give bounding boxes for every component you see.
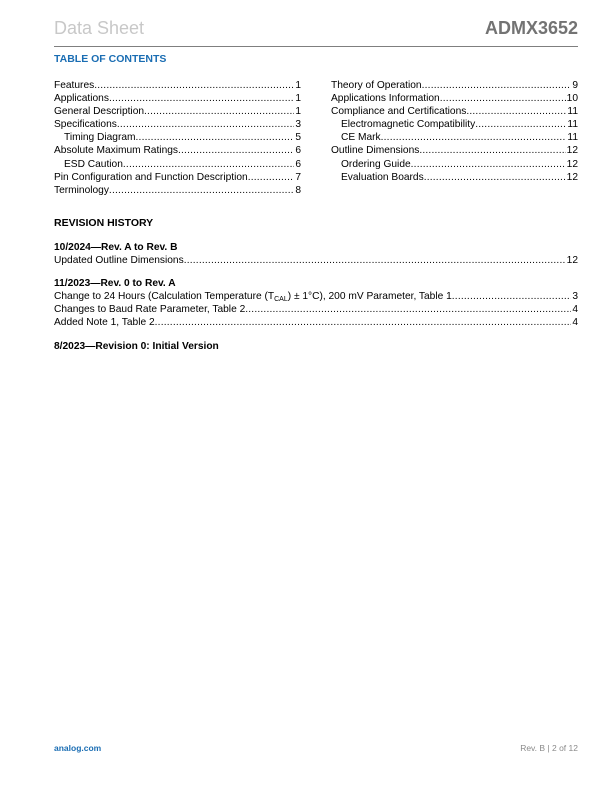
toc-entry[interactable]: Theory of Operation ..... 9 (331, 79, 578, 92)
part-number: ADMX3652 (484, 18, 578, 38)
revision-heading: 8/2023—Revision 0: Initial Version (54, 341, 219, 352)
toc-entry[interactable]: CE Mark ..... 11 (331, 131, 578, 144)
toc-entry[interactable]: Ordering Guide ..... 12 (331, 158, 578, 171)
toc-entry[interactable]: Electromagnetic Compatibility ..... 11 (331, 118, 578, 131)
revision-heading: 10/2024—Rev. A to Rev. B (54, 242, 178, 253)
toc-entry[interactable]: General Description ..... 1 (54, 105, 301, 118)
toc-entry[interactable]: Applications Information ..... 10 (331, 92, 578, 105)
revision-block (54, 241, 578, 267)
toc-entry[interactable]: Evaluation Boards ..... 12 (331, 171, 578, 184)
revision-change: Added Note 1, Table 2 ..... 4 (54, 316, 578, 329)
revision-change: Updated Outline Dimensions ..... 12 (54, 254, 578, 267)
toc-entry[interactable]: Absolute Maximum Ratings ..... 6 (54, 144, 301, 157)
revision-change: Changes to Baud Rate Parameter, Table 2 ..... 4 (54, 303, 578, 316)
toc-entry[interactable]: ESD Caution ..... 6 (54, 158, 301, 171)
toc-right-column (331, 79, 578, 184)
toc-entry[interactable]: Timing Diagram ..... 5 (54, 131, 301, 144)
toc-entry[interactable]: Pin Configuration and Function Description ..... 7 (54, 171, 301, 184)
toc-entry[interactable]: Compliance and Certifications ..... 11 (331, 105, 578, 118)
doc-type: Data Sheet (54, 18, 145, 38)
revision-block (54, 277, 578, 329)
page-info: Rev. B | 2 of 12 (520, 743, 578, 753)
revision-history-title: REVISION HISTORY (54, 217, 154, 229)
revision-change: Change to 24 Hours (Calculation Temperature $(T_{CAL}) \pm 1^\circ C$), 200 mV Parameter, Table 1 ..... 3 (54, 290, 578, 303)
toc-entry[interactable]: Applications ..... 1 (54, 92, 301, 105)
toc-entry[interactable]: Features ..... 1 (54, 79, 301, 92)
website-link[interactable]: analog.com (54, 743, 102, 753)
revision-block (54, 340, 578, 353)
revision-heading: 11/2023—Rev. 0 to Rev. A (54, 278, 176, 289)
toc-entry[interactable]: Specifications ..... 3 (54, 118, 301, 131)
toc-title: TABLE OF CONTENTS (54, 53, 167, 65)
toc-entry[interactable]: Outline Dimensions ..... 12 (331, 144, 578, 157)
toc-entry[interactable]: Terminology ..... 8 (54, 184, 301, 197)
page-header (54, 16, 578, 47)
toc-left-column (54, 79, 301, 197)
